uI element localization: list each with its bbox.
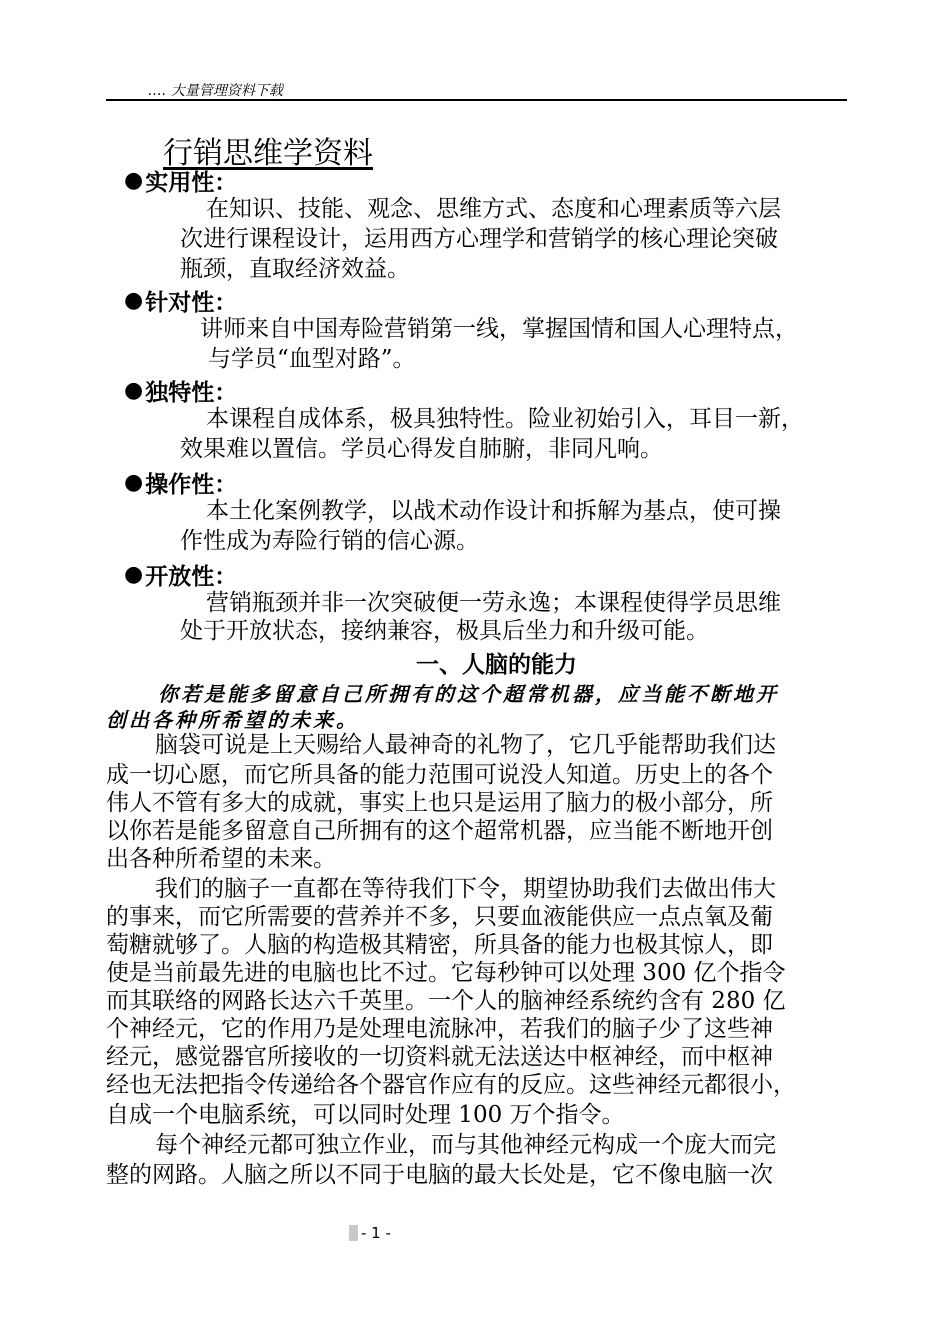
feature-heading-label: 实用性 <box>145 170 215 196</box>
bullet-icon: ● <box>124 378 144 403</box>
page-header: …. 大量管理资料下载 <box>148 83 283 99</box>
body-text-line: 的事来，而它所需要的营养并不多，只要血液能供应一点点氧及葡 <box>106 904 773 930</box>
body-text-line: 萄糖就够了。人脑的构造极其精密，所具备的能力也极其惊人，即 <box>106 932 773 958</box>
body-text-line: 成一切心愿，而它所具备的能力范围可说没人知道。历史上的各个 <box>106 762 773 788</box>
feature-text-line: 作性成为寿险行销的信心源。 <box>180 528 479 554</box>
bullet-icon: ● <box>124 168 144 193</box>
feature-heading-colon: ： <box>214 472 238 498</box>
body-text-line: 每个神经元都可独立作业，而与其他神经元构成一个庞大而完 <box>155 1132 776 1158</box>
feature-text-line: 本课程自成体系，极具独特性。险业初始引入，耳目一新， <box>206 406 804 432</box>
header-divider <box>106 99 847 101</box>
feature-heading-label: 操作性 <box>145 472 215 498</box>
section-heading: 一、人脑的能力 <box>416 652 577 678</box>
feature-text-line: 效果难以置信。学员心得发自肺腑，非同凡响。 <box>180 436 663 462</box>
feature-text-line: 在知识、技能、观念、思维方式、态度和心理素质等六层 <box>206 196 781 222</box>
feature-text-line: 瓶颈，直取经济效益。 <box>180 256 410 282</box>
feature-heading-label: 独特性 <box>145 380 215 406</box>
feature-heading-label: 开放性 <box>145 564 215 590</box>
feature-text-line: 处于开放状态，接纳兼容，极具后坐力和升级可能。 <box>180 618 709 644</box>
feature-text-line: 本土化案例教学，以战术动作设计和拆解为基点，使可操 <box>206 498 781 524</box>
body-text-line: 以你若是能多留意自己所拥有的这个超常机器，应当能不断地开创 <box>106 818 773 844</box>
motto-line: 你若是能多留意自己所拥有的这个超常机器，应当能不断地开 <box>158 682 779 706</box>
body-text-line: 使是当前最先进的电脑也比不过。它每秒钟可以处理 300 亿个指令 <box>106 960 786 986</box>
body-text-line: 脑袋可说是上天赐给人最神奇的礼物了，它几乎能帮助我们达 <box>155 732 776 758</box>
feature-text-line: 与学员“血型对路”。 <box>208 346 416 372</box>
feature-heading-colon: ： <box>214 170 238 196</box>
bullet-icon: ● <box>124 288 144 313</box>
bullet-icon: ● <box>124 470 144 495</box>
feature-text-line: 营销瓶颈并非一次突破便一劳永逸；本课程使得学员思维 <box>206 590 781 616</box>
body-text-line: 出各种所希望的未来。 <box>106 846 336 872</box>
bullet-icon: ● <box>124 562 144 587</box>
body-text-line: 经元，感觉器官所接收的一切资料就无法送达中枢神经，而中枢神 <box>106 1044 773 1070</box>
page-number-shade <box>349 1225 358 1241</box>
feature-heading-label: 针对性 <box>145 290 215 316</box>
feature-heading-colon: ： <box>214 380 238 406</box>
page-number-text: - 1 - <box>361 1224 391 1242</box>
feature-text-line: 讲师来自中国寿险营销第一线，掌握国情和国人心理特点， <box>200 316 798 342</box>
motto-line: 创出各种所希望的未来。 <box>106 708 359 732</box>
feature-heading-colon: ： <box>214 564 238 590</box>
body-text-line: 个神经元，它的作用乃是处理电流脉冲，若我们的脑子少了这些神 <box>106 1016 773 1042</box>
body-text-line: 自成一个电脑系统，可以同时处理 100 万个指令。 <box>106 1102 625 1128</box>
feature-heading-targeted <box>124 284 237 317</box>
document-title: 行销思维学资料 <box>163 136 373 171</box>
feature-text-line: 次进行课程设计，运用西方心理学和营销学的核心理论突破 <box>180 226 778 252</box>
feature-heading-unique <box>124 374 237 407</box>
feature-heading-operable <box>124 466 237 499</box>
feature-heading-open <box>124 558 237 591</box>
body-text-line: 经也无法把指令传递给各个器官作应有的反应。这些神经元都很小， <box>106 1072 796 1098</box>
body-text-line: 而其联络的网路长达六千英里。一个人的脑神经系统约含有 280 亿 <box>106 988 786 1014</box>
page-number <box>349 1224 391 1242</box>
feature-heading-practical <box>124 164 237 197</box>
body-text-line: 我们的脑子一直都在等待我们下令，期望协助我们去做出伟大 <box>155 876 776 902</box>
feature-heading-colon: ： <box>214 290 238 316</box>
body-text-line: 伟人不管有多大的成就，事实上也只是运用了脑力的极小部分，所 <box>106 790 773 816</box>
body-text-line: 整的网路。人脑之所以不同于电脑的最大长处是，它不像电脑一次 <box>106 1162 773 1188</box>
